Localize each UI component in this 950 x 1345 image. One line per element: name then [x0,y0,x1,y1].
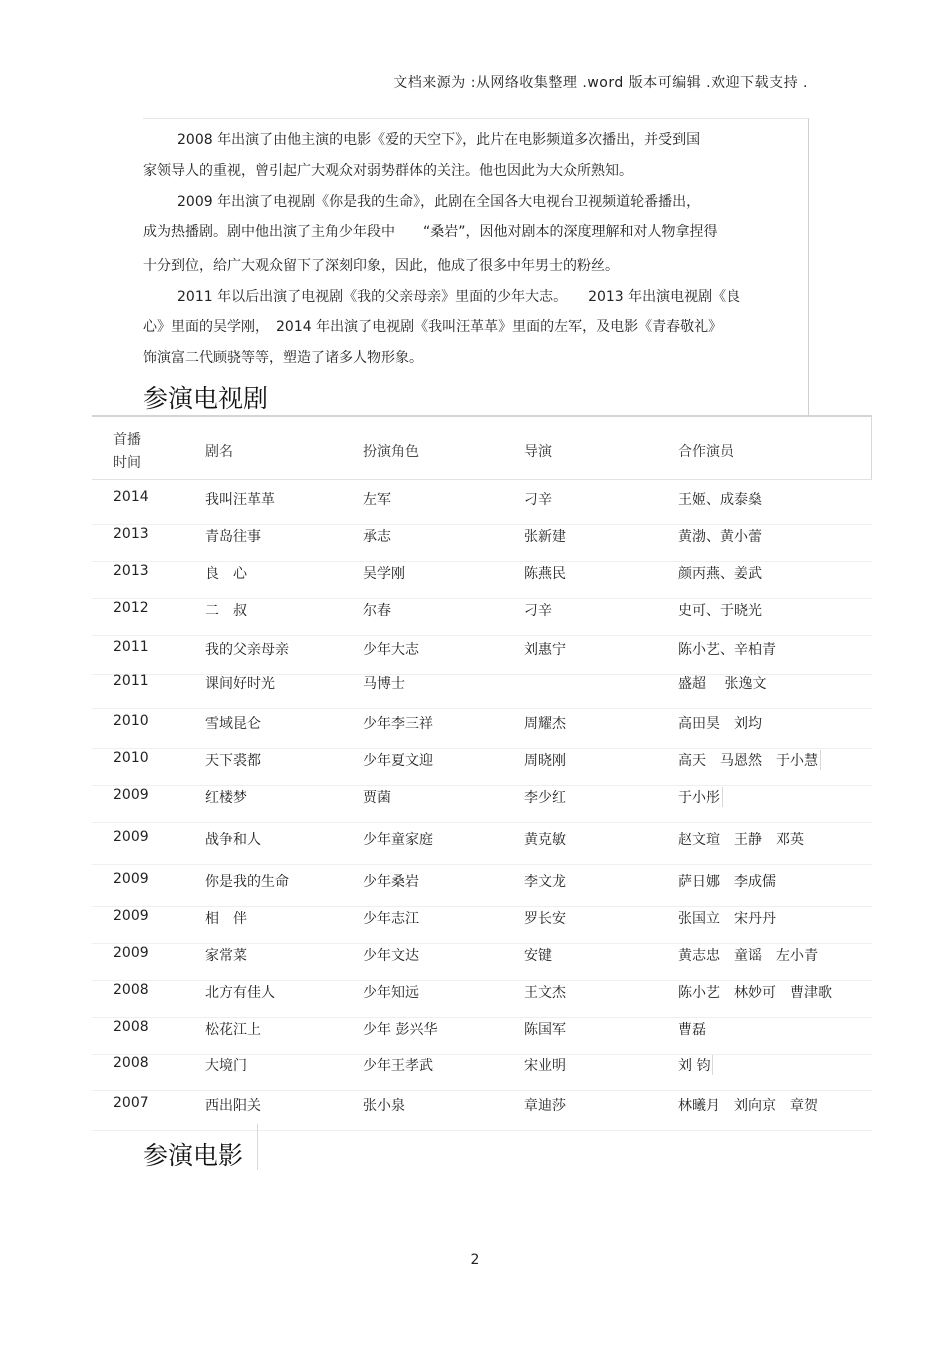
cell-year: 2010 [113,750,149,766]
cell-role: 少年文达 [363,948,419,964]
row-divider [92,524,872,525]
row-divider [92,635,872,636]
cell-drama-name: 战争和人 [205,832,261,848]
film-section-title: 参演电影 [143,1141,244,1170]
cell-costars: 林曦月 刘向京 章贺 [678,1098,818,1114]
intro-line: 心》里面的吴学刚， 2014 年出演了电视剧《我叫汪革革》里面的左军，及电影《青春敬礼》 [143,319,723,335]
cell-year: 2009 [113,871,149,887]
cell-director: 章迪莎 [524,1098,566,1114]
cell-costars: 陈小艺 林妙可 曹津歌 [678,985,832,1001]
cell-director: 黄克敏 [524,832,566,848]
intro-text-box [143,118,809,417]
row-divider [92,598,872,599]
cell-drama-name: 良 心 [205,566,247,582]
cell-director: 陈国军 [524,1022,566,1038]
cell-costars: 颜丙燕、姜武 [678,566,762,582]
cell-year: 2014 [113,489,149,505]
intro-line: 家领导人的重视，曾引起广大观众对弱势群体的关注。他也因此为大众所熟知。 [143,163,633,179]
cell-drama-name: 雪域昆仑 [205,716,261,732]
document-source-header: 文档来源为 :从网络收集整理 .word 版本可编辑 .欢迎下载支持 . [393,75,808,91]
cell-director: 李文龙 [524,874,566,890]
table-row [92,982,872,1018]
header-year-line1: 首播 [113,432,141,448]
intro-line: 2011 年以后出演了电视剧《我的父亲母亲》里面的少年大志。 2013 年出演电视剧《良 [177,289,741,305]
table-row [92,563,872,599]
intro-line: 十分到位，给广大观众留下了深刻印象，因此，他成了很多中年男士的粉丝。 [143,258,619,274]
cell-role: 承志 [363,529,391,545]
cell-costars: 萨日娜 李成儒 [678,874,776,890]
cell-role: 少年 彭兴华 [363,1022,438,1038]
cell-role: 少年大志 [363,642,419,658]
row-divider [92,748,872,749]
cell-costars: 刘 钧 [678,1055,713,1075]
tv-section-title: 参演电视剧 [143,384,269,413]
row-divider [92,1017,872,1018]
cell-drama-name: 我叫汪革革 [205,492,275,508]
cell-director: 刁辛 [524,603,552,619]
cell-drama-name: 课间好时光 [205,676,275,692]
cell-role: 贾菌 [363,790,391,806]
cell-director: 陈燕民 [524,566,566,582]
cell-drama-name: 二 叔 [205,603,247,619]
cell-drama-name: 家常菜 [205,948,247,964]
cell-role: 张小泉 [363,1098,405,1114]
cell-drama-name: 北方有佳人 [205,985,275,1001]
cell-year: 2013 [113,526,149,542]
cell-year: 2013 [113,563,149,579]
intro-line: 成为热播剧。剧中他出演了主角少年段中 “桑岩”，因他对剧本的深度理解和对人物拿捏得 [143,224,718,240]
table-row [92,829,872,865]
cell-role: 尔春 [363,603,391,619]
header-year-line2: 时间 [113,455,141,471]
cell-drama-name: 青岛往事 [205,529,261,545]
cell-year: 2010 [113,713,149,729]
film-section-box [143,1124,258,1170]
row-divider [92,864,872,865]
cell-year: 2008 [113,1019,149,1035]
cell-costars: 黄志忠 童谣 左小青 [678,948,818,964]
cell-role: 少年李三祥 [363,716,433,732]
cell-role: 少年夏文迎 [363,753,433,769]
page-number: 2 [470,1252,480,1268]
cell-director: 周耀杰 [524,716,566,732]
cell-director: 安键 [524,948,552,964]
cell-role: 吴学刚 [363,566,405,582]
cell-director: 刘惠宁 [524,642,566,658]
cell-director: 宋业明 [524,1058,566,1074]
row-divider [92,785,872,786]
cell-costars: 黄渤、黄小蕾 [678,529,762,545]
header-role: 扮演角色 [363,444,419,460]
cell-drama-name: 相 伴 [205,911,247,927]
table-row [92,489,872,525]
intro-line: 2008 年出演了由他主演的电影《爱的天空下》，此片在电影频道多次播出，并受到国 [177,132,701,148]
cell-role: 少年桑岩 [363,874,419,890]
row-divider [92,906,872,907]
header-director: 导演 [524,444,552,460]
row-divider [92,943,872,944]
cell-year: 2009 [113,908,149,924]
cell-role: 马博士 [363,676,405,692]
cell-director: 张新建 [524,529,566,545]
table-row [92,639,872,675]
row-divider [92,980,872,981]
cell-costars: 张国立 宋丹丹 [678,911,776,927]
table-row [92,871,872,907]
cell-drama-name: 我的父亲母亲 [205,642,289,658]
cell-costars: 于小彤 [678,787,723,807]
cell-role: 左军 [363,492,391,508]
table-row [92,787,872,823]
cell-costars: 盛超 张逸文 [678,676,767,692]
table-row [92,526,872,562]
cell-role: 少年王孝武 [363,1058,433,1074]
table-row [92,1055,872,1091]
cell-year: 2011 [113,639,149,655]
cell-director: 周晓刚 [524,753,566,769]
header-drama-name: 剧名 [205,444,233,460]
cell-role: 少年志江 [363,911,419,927]
cell-costars: 高田昊 刘均 [678,716,762,732]
tv-table-header [92,417,872,480]
cell-year: 2009 [113,787,149,803]
intro-line: 饰演富二代顾骁等等，塑造了诸多人物形象。 [143,350,423,366]
cell-drama-name: 天下裘都 [205,753,261,769]
table-row [92,600,872,636]
cell-costars: 史可、于晓光 [678,603,762,619]
cell-role: 少年知远 [363,985,419,1001]
table-row [92,713,872,749]
cell-year: 2009 [113,829,149,845]
intro-line: 2009 年出演了电视剧《你是我的生命》，此剧在全国各大电视台卫视频道轮番播出， [177,194,701,210]
cell-year: 2008 [113,1055,149,1071]
cell-year: 2008 [113,982,149,998]
cell-role: 少年童家庭 [363,832,433,848]
header-costars: 合作演员 [678,444,734,460]
table-row [92,908,872,944]
cell-director: 刁辛 [524,492,552,508]
cell-year: 2011 [113,673,149,689]
cell-year: 2009 [113,945,149,961]
table-row [92,673,872,709]
cell-costars: 王姬、成泰燊 [678,492,762,508]
row-divider [92,561,872,562]
cell-drama-name: 松花江上 [205,1022,261,1038]
cell-director: 李少红 [524,790,566,806]
cell-drama-name: 红楼梦 [205,790,247,806]
row-divider [92,1090,872,1091]
cell-drama-name: 你是我的生命 [205,874,289,890]
table-row [92,945,872,981]
cell-year: 2007 [113,1095,149,1111]
cell-director: 王文杰 [524,985,566,1001]
row-divider [92,708,872,709]
cell-costars: 赵文瑄 王静 邓英 [678,832,804,848]
row-divider [92,822,872,823]
cell-drama-name: 西出阳关 [205,1098,261,1114]
cell-year: 2012 [113,600,149,616]
cell-costars: 高天 马恩然 于小慧 [678,750,821,770]
cell-costars: 曹磊 [678,1022,706,1038]
cell-costars: 陈小艺、辛柏青 [678,642,776,658]
cell-drama-name: 大境门 [205,1058,247,1074]
cell-director: 罗长安 [524,911,566,927]
table-row [92,750,872,786]
table-row [92,1019,872,1055]
